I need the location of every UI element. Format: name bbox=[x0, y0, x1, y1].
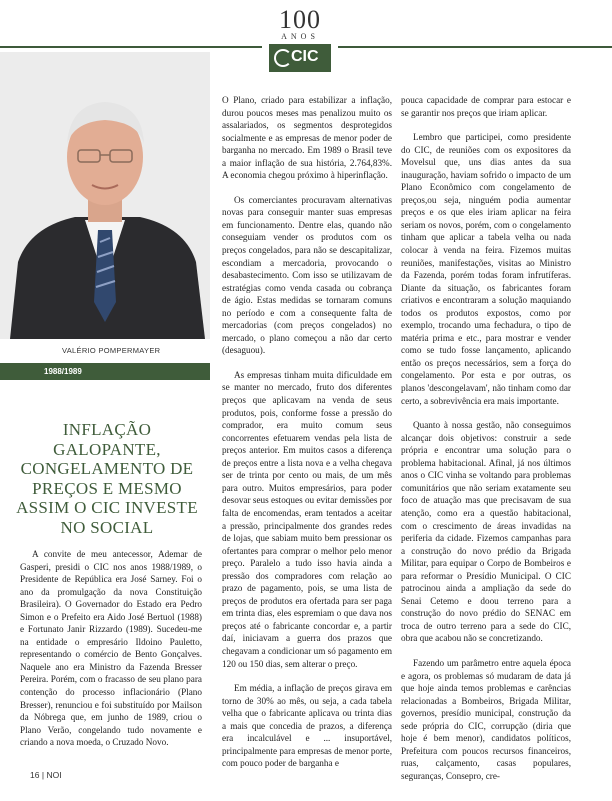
paragraph: Os comerciantes procuravam alternativas novas para conseguir manter suas empresas em funcionamento. Dentre elas, quando não conseguiam vender os produtos com os preços congelados, para não se descapitalizar, escondiam a mercadoria, provocando o desabastecimento. Com isso se utilizavam de estratégias como venda casada ou cobrança de ágio. Estas medidas se tornaram comuns no período e com a consequente falta de mercadorias (com preços congelados) no mercado, o plano começou a não dar certo (desaguou). bbox=[222, 194, 392, 356]
column-2 bbox=[222, 94, 392, 782]
paragraph: Em média, a inflação de preços girava em torno de 30% ao mês, ou seja, a cada tabela velha que o fabricante aplicava ou trinta dias a mais que concedia de prazos, a diferença era incalculável e ... insuportável, principalmente para empresas de menor porte, com pouco poder de barganha e bbox=[222, 683, 392, 769]
photo-caption: VALÉRIO POMPERMAYER bbox=[62, 346, 161, 355]
cic-mark-icon bbox=[274, 49, 292, 67]
period-label: 1988/1989 bbox=[44, 367, 82, 376]
page-footer bbox=[30, 770, 62, 780]
column-3 bbox=[401, 94, 571, 794]
page-number: 16 bbox=[30, 770, 40, 780]
portrait-photo bbox=[0, 52, 210, 339]
paragraph: Quanto à nossa gestão, não conseguimos alcançar dois objetivos: construir a sede própria e encontrar uma solução para o problema habitacional. Afinal, já nos últimos anos o CIC vinha se voltando para problemas comunitários que não seriam exatamente seu foco de atuação mas que precisavam de sua atenção, como era a questão habitacional, com o crescimento de áreas invadidas na periferia da cidade. Fizemos campanhas para a construção do novo prédio da Brigada Militar, para equipar o Corpo de Bombeiros e para reformar o Presídio Municipal. O CIC patrocinou ainda a ampliação da sede do Senai Cetemo e doou terreno para a construção do novo prédio do SENAC em troca de outro terreno para a sede do CIC, obra que acabou não se concretizando. bbox=[401, 420, 571, 644]
logo-number: 100 bbox=[279, 5, 321, 34]
portrait-illustration-icon bbox=[0, 52, 210, 339]
paragraph: As empresas tinham muita dificuldade em se manter no mercado, fruto dos diferentes preços que aplicavam na venda de seus produtos, pois, conforme fosse a pressão do comprador, era muito comum seus concorrentes efetuarem vendas pela lista de preços anterior. Em muitos casos a diferença de preços entre a lista nova e a velha chegava ser de trinta por cento ou mais, de um mês para outro. Muitos empresários, para poder desovar seus estoques ou evitar demissões por falta de encomendas, eram tentados a aceitar a pressão, principalmente dos grandes redes de lojas, que sabiam muito bem pressionar os ofertantes para comprar o melhor pelo menor preço. Paralelo a tudo isso havia ainda a pressão dos compradores com relação ao prazo de pagamento, pois, se uma lista de preços de produtos era ofertada para ser paga em trinta dias, eles espremiam o que dava nos preços até o fabricante concordar e, a partir daí, iniciavam a guerra dos prazos que chegavam a condicionar um só pagamento em 120 ou 150 dias, sem alterar o preço. bbox=[222, 369, 392, 669]
magazine-name: NOI bbox=[46, 770, 62, 780]
cic-100-anos-logo bbox=[262, 5, 338, 78]
footer-separator: | bbox=[41, 770, 45, 780]
logo-brand: CIC bbox=[291, 48, 319, 65]
cic-badge bbox=[269, 44, 331, 72]
article-headline: INFLAÇÃO GALOPANTE, CONGELAMENTO DE PREÇOS E MESMO ASSIM O CIC INVESTE NO SOCIAL bbox=[16, 420, 198, 537]
paragraph: Lembro que participei, como presidente do CIC, de reuniões com os expositores da Movelsul que, uns dias antes da sua inauguração, haviam sofrido o impacto de um Plano Econômico com congelamento de preços,ou seja, ninguém podia aumentar preços e os que eles iriam aplicar na feira seriam os novos, porém, com o congelamento tinham que aplicar a tabela velha ou nada colocar à venda na feira. Fizemos muitas reuniões, manifestações, visitas ao Ministro da Fazenda, porém todas foram infrutíferas. Diante da situação, os fabricantes foram criativos e encontraram a solução maquiando todos os produtos expostos, como por exemplo, trocando uma fechadura, o tipo de matéria prima e etc., para mostrar e vender como se tudo fosse lançamento, aplicando então os preços necessários, sem a força do congelamento. Por esta e por outras, os planos 'descongelavam', não tinham como dar certo, a sobrevivência era mais importante. bbox=[401, 132, 571, 406]
paragraph: O Plano, criado para estabilizar a inflação, durou poucos meses mas penalizou muito os assalariados, os segmentos desprotegidos socialmente e as empresas de menor poder de barganha no mercado. Em 1989 o Brasil teve a maior inflação de sua história, 2.764,83%. A economia chegou próximo à hiperinflação. bbox=[222, 95, 392, 181]
logo-anos: ANOS bbox=[281, 32, 319, 41]
paragraph: A convite de meu antecessor, Ademar de Gasperi, presidi o CIC nos anos 1988/1989, o Presidente de República era José Sarney. Foi o ano da promulgação da nova Constituição Brasileira). O Governador do Estado era Pedro Simon e o Prefeito era Aido José Bertuol (1988) e Fortunato Janir Rizzardo (1989). Sucedeu-me na entidade o empresário Ildoino Pauletto, representando o comércio de Bento Gonçalves. Naquele ano era Ministro da Fazenda Bresser Pereira. Porém, com o fracasso de seu plano para contenção do processo inflacionário (Plano Bresser), renunciou e foi substituído por Mailson da Nóbrega que, em junho de 1989, criou o Plano Verão, congelando tudo novamente e criando a nova moeda, o Cruzado Novo. bbox=[20, 549, 202, 748]
paragraph: pouca capacidade de comprar para estocar e se garantir nos preços que iriam aplicar. bbox=[401, 95, 571, 118]
column-1 bbox=[20, 548, 202, 761]
paragraph: Fazendo um parâmetro entre aquela época e agora, os problemas só mudaram de data já que hoje ainda temos problemas e carências relacionadas a Bombeiros, Brigada Militar, governos, presídio municipal, construção da sede própria do CIC, corrupção (diria que hoje é bem menor), candidatos políticos, Prefeitura com poucos recursos financeiros, ruas, calçamento, casas populares, seguranças, Consepro, cre- bbox=[401, 657, 571, 781]
period-bar bbox=[0, 363, 210, 380]
